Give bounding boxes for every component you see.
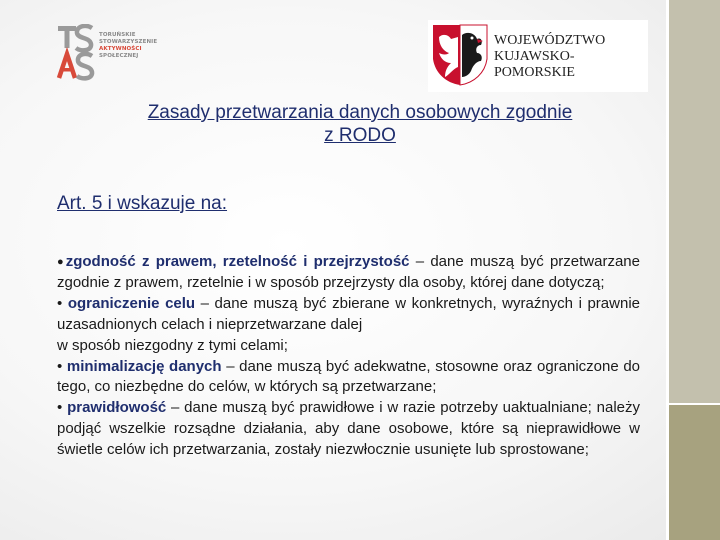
bullet-icon: • — [57, 399, 63, 417]
region-logo — [428, 20, 648, 92]
strip-bottom-block — [669, 405, 720, 540]
principle-text: – dane muszą być prawidłowe i w razie potrzeby uaktualniane; należy podjąć wszelkie rozsądne działania, aby dane osobowe, które są nieprawidłowe w świetle celów ich przetwarzania, zostały niezwłocznie usunięte lub sprostowane; — [57, 399, 641, 459]
list-item — [57, 398, 640, 461]
principle-term: minimalizację danych — [66, 357, 222, 375]
decorative-side-strip — [666, 0, 720, 540]
region-name — [494, 33, 648, 81]
eagle-griffin-crest-icon — [431, 23, 489, 89]
title-line-2: z RODO — [324, 125, 396, 146]
tsas-name — [99, 32, 157, 60]
tsas-logo — [56, 24, 156, 82]
slide-subtitle: Art. 5 i wskazuje na: — [57, 193, 228, 214]
principle-term: ograniczenie celu — [67, 294, 196, 312]
region-line-1: WOJEWÓDZTWO — [494, 33, 606, 48]
list-item — [57, 294, 640, 336]
principles-list — [57, 252, 640, 461]
region-line-2: KUJAWSKO-POMORSKIE — [494, 49, 575, 80]
principle-term: prawidłowość — [67, 399, 167, 417]
list-item-continuation: w sposób niezgodny z tymi celami; — [57, 336, 288, 354]
principle-text: – dane muszą być przetwarzane zgodnie z prawem, rzetelnie i w sposób przejrzysty dla osoby, której dane dotyczą; — [57, 253, 640, 291]
list-item — [57, 357, 640, 399]
principle-text: – dane muszą być zbierane w konkretnych, wyraźnych i prawnie uzasadnionych celach i nieprzetwarzane dalej — [57, 294, 640, 333]
bullet-icon: • — [57, 357, 63, 375]
bullet-icon: • — [57, 294, 63, 312]
title-line-1: Zasady przetwarzania danych osobowych zgodnie — [147, 102, 573, 123]
strip-top-block — [669, 0, 720, 403]
bullet-icon: ● — [57, 256, 66, 268]
tsas-line-3: AKTYWNOŚCI — [99, 46, 142, 52]
tsas-line-1: TORUŃSKIE — [99, 32, 136, 38]
principle-text: – dane muszą być adekwatne, stosowne oraz ograniczone do tego, co niezbędne do celów, w których są przetwarzane; — [57, 357, 641, 396]
tsas-line-4: SPOŁECZNEJ — [99, 53, 139, 59]
principle-term: zgodność z prawem, rzetelność i przejrzystość — [65, 253, 410, 270]
list-item — [57, 252, 640, 294]
tsas-line-2: STOWARZYSZENIE — [99, 39, 158, 45]
slide-title — [40, 101, 680, 147]
tsas-letters-icon — [56, 24, 96, 82]
